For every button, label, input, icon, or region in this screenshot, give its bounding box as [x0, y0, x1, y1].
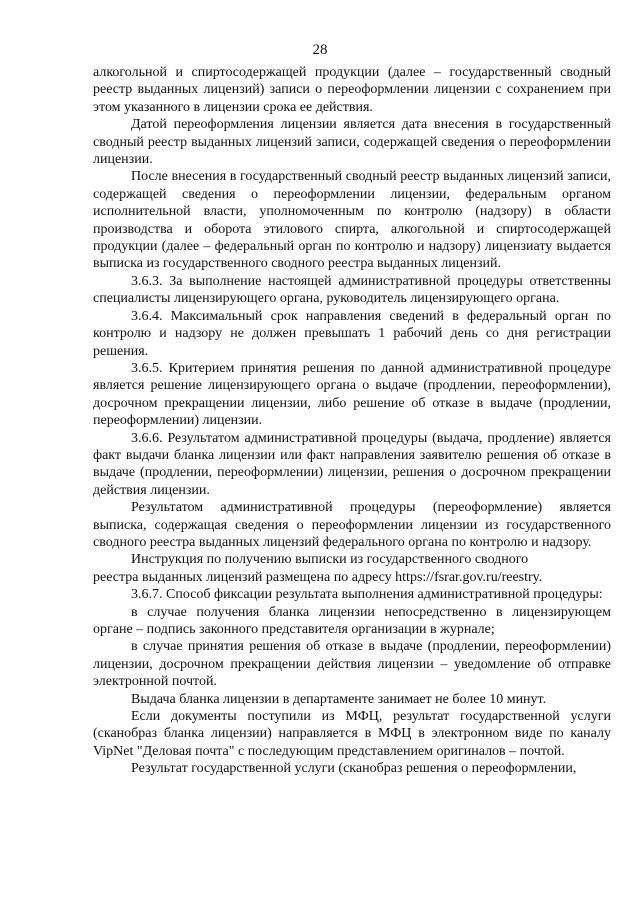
- document-body: [93, 64, 611, 778]
- page-number: 28: [312, 42, 328, 58]
- paragraph-reissue-result: Результатом административной процедуры (переоформление) является выписка, содержащая сведения о переоформлении лицензии из государственного сводного реестра выданных лицензий федерального органа по контролю и надзору.: [93, 500, 611, 550]
- paragraph-instruction-url: реестра выданных лицензий размещена по адресу https://fsrar.gov.ru/reestry.: [93, 569, 543, 585]
- paragraph-instruction: Инструкция по получению выписки из государственного сводного: [131, 552, 529, 568]
- paragraph-3-6-5: 3.6.5. Критерием принятия решения по данной административной процедуре является решение лицензирующего органа о выдаче (продлении, переоформлении), досрочном прекращении лицензии, либо решение об отказе в выдаче (продлении, переоформлении) лицензии.: [93, 360, 611, 429]
- paragraph-case-refusal: в случае принятия решения об отказе в выдаче (продлении, переоформлении) лицензии, досрочном прекращении действия лицензии – уведомление об отправке электронной почтой.: [93, 639, 611, 690]
- paragraph-extract-issue: После внесения в государственный сводный реестр выданных лицензий записи, содержащей сведения о переоформлении лицензии, федеральным органом исполнительной власти, уполномоченным по контролю (надзору) в области производства и оборота этилового спирта, алкогольной и спиртосодержащей продукции (далее – федеральный орган по контролю и надзору) лицензиату выдается выписка из государственного сводного реестра выданных лицензий.: [93, 169, 611, 272]
- paragraph-result-scan: Результат государственной услуги (сканобраз решения о переоформлении,: [131, 761, 577, 777]
- paragraph-3-6-4: 3.6.4. Максимальный срок направления сведений в федеральный орган по контролю и надзору не должен превышать 1 рабочий день со дня регистрации решения.: [93, 308, 611, 359]
- paragraph-mfc: Если документы поступили из МФЦ, результат государственной услуги (сканобраз бланка лицензии) направляется в МФЦ в электронном виде по каналу VipNet "Деловая почта" с последующим представлением оригиналов – почтой.: [93, 709, 611, 759]
- paragraph-case-blank: в случае получения бланка лицензии непосредственно в лицензирующем органе – подпись законного представителя организации в журнале;: [93, 604, 611, 637]
- paragraph-3-6-7: 3.6.7. Способ фиксации результата выполнения административной процедуры:: [131, 587, 603, 603]
- paragraph-issue-time: Выдача бланка лицензии в департаменте занимает не более 10 минут.: [131, 691, 547, 707]
- paragraph-reissue-date: Датой переоформления лицензии является дата внесения в государственный сводный реестр выданных лицензий записи, содержащей сведения о переоформлении лицензии.: [93, 117, 611, 168]
- paragraph-3-6-6: 3.6.6. Результатом административной процедуры (выдача, продление) является факт выдачи бланка лицензии или факт направления заявителю решения об отказе в выдаче (продлении, переоформлении) лицензии, решения о досрочном прекращении действия лицензии.: [93, 430, 611, 498]
- paragraph-continuation: алкогольной и спиртосодержащей продукции (далее – государственный сводный реестр выданных лицензий) записи о переоформлении лицензии с сохранением при этом указанного в лицензии срока ее действия.: [93, 65, 611, 115]
- paragraph-3-6-3: 3.6.3. За выполнение настоящей административной процедуры ответственны специалисты лицензирующего органа, руководитель лицензирующего органа.: [93, 273, 611, 307]
